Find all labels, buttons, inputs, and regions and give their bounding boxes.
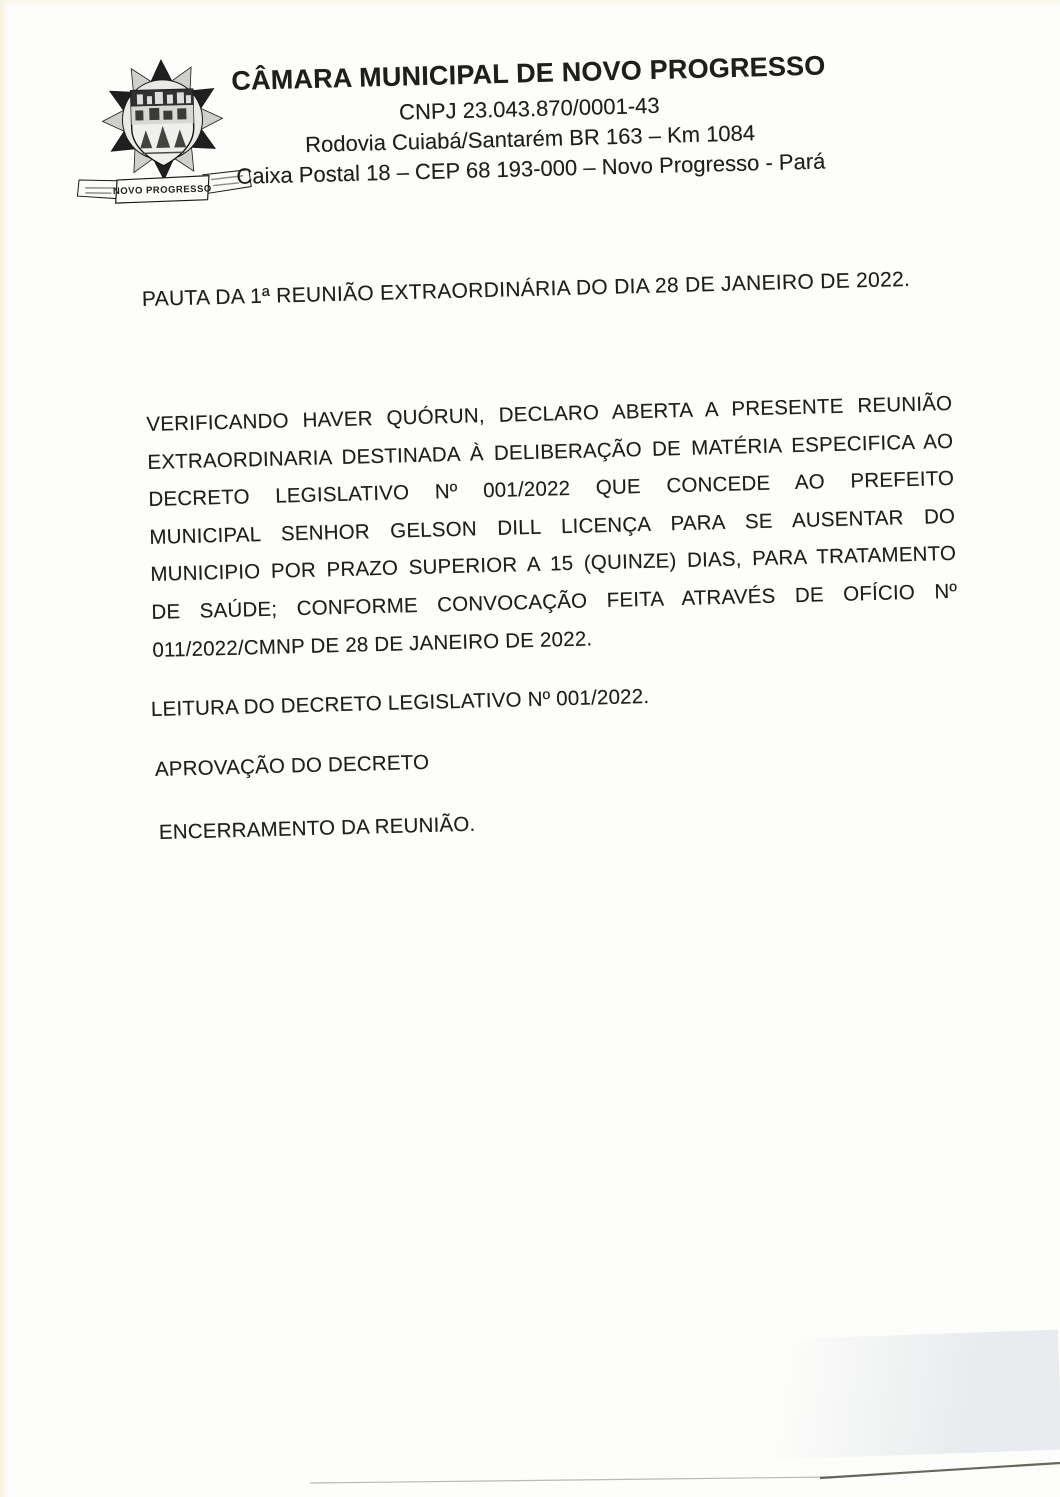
crest-banner-text: NOVO PROGRESSO (112, 183, 212, 198)
agenda-paragraph (146, 385, 959, 669)
paragraph-line: DE SAÚDE; CONFORME CONVOCAÇÃO FEITA ATRAVÉS DE OFÍCIO Nº (151, 579, 958, 624)
header-cnpj: CNPJ 23.043.870/0001-43 (398, 92, 660, 125)
paragraph-line: MUNICIPAL SENHOR GELSON DILL LICENÇA PARA SE AUSENTAR DO (149, 504, 956, 549)
paragraph-line: DECRETO LEGISLATIVO Nº 001/2022 QUE CONCEDE AO PREFEITO (148, 467, 955, 512)
scan-edge-left (0, 0, 8, 1497)
header-address-line2: Caixa Postal 18 – CEP 68 193-000 – Novo Progresso - Pará (236, 148, 826, 189)
agenda-item-encerramento: ENCERRAMENTO DA REUNIÃO. (158, 812, 476, 844)
scan-edge-top (0, 0, 1060, 6)
agenda-item-leitura: LEITURA DO DECRETO LEGISLATIVO Nº 001/2022. (150, 684, 650, 721)
header-org-name: CÂMARA MUNICIPAL DE NOVO PROGRESSO (230, 50, 826, 97)
document-title: PAUTA DA 1ª REUNIÃO EXTRAORDINÁRIA DO DIA 28 DE JANEIRO DE 2022. (141, 267, 911, 311)
header-text-block (148, 42, 911, 194)
agenda-item-aprovacao: APROVAÇÃO DO DECRETO (154, 750, 430, 781)
header-address-line1: Rodovia Cuiabá/Santarém BR 163 – Km 1084 (304, 120, 756, 158)
paragraph-line: 011/2022/CMNP DE 28 DE JANEIRO DE 2022. (152, 626, 593, 662)
paragraph-line: EXTRAORDINARIA DESTINADA À DELIBERAÇÃO DE MATÉRIA ESPECIFICA AO (147, 429, 954, 474)
paragraph-line: MUNICIPIO POR PRAZO SUPERIOR A 15 (QUINZE) DIAS, PARA TRATAMENTO (150, 542, 957, 587)
scan-shadow-bottom-right (748, 1330, 1060, 1461)
org-header (58, 27, 952, 220)
paragraph-line: VERIFICANDO HAVER QUÓRUN, DECLARO ABERTA A PRESENTE REUNIÃO (146, 391, 953, 436)
